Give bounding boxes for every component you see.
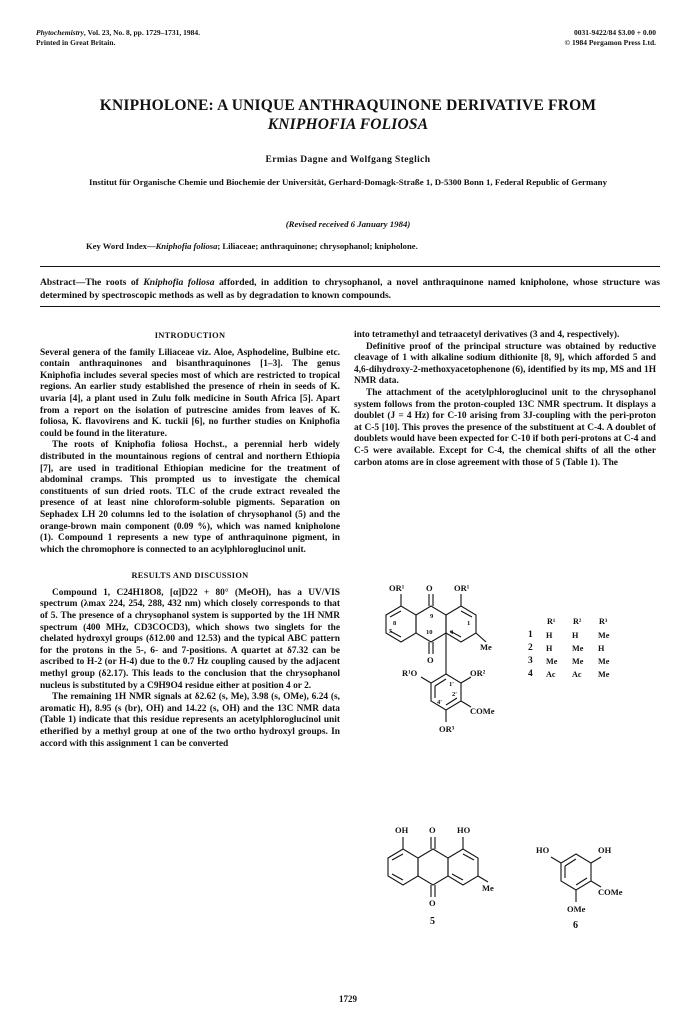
results-heading: RESULTS AND DISCUSSION (131, 571, 249, 581)
label-5-o-bottom: O (429, 898, 436, 908)
label-4prime: 4′ (437, 699, 443, 706)
table-cell: Ac (572, 669, 582, 679)
keywords-rest: ; Liliaceae; anthraquinone; chrysophanol; knipholone. (217, 241, 418, 251)
label-come: COMe (470, 706, 495, 716)
right-column (354, 330, 656, 469)
intro-paragraph-2: The roots of Kniphofia foliosa Hochst., a perennial herb widely distributed in the mountainous regions of central and northern Ethiopia [7], are used in traditional Ethiopian medicine for the treatment of abdominal cramps. This prompted us to investigate the chemical constituents of sun dried roots. TLC of the crude extract revealed the presence of at least nine chloroform-soluble pigments. Separation on Sephadex LH 20 columns led to the isolation of chrysophanol (5) and the orange-brown main component (0.09 %), which was named knipholone (1). Compound 1 represents a new type of anthraquinone pigment, in which the chromophore is connected to an acylphloroglucinol unit. (40, 440, 340, 555)
affiliation: Institut für Organische Chemie und Biochemie der Universität, Gerhard-Domagk-Straße 1, D-5300 Bonn 1, Federal Republic of Germany (89, 177, 607, 187)
label-8: 8 (393, 620, 397, 627)
ring-5b (418, 849, 448, 885)
table-cell: Me (572, 643, 584, 653)
label-r1o: R¹O (402, 668, 418, 678)
table-cell: Me (598, 630, 610, 640)
table-row (528, 642, 624, 655)
rule-bottom (40, 306, 660, 307)
bond-5-me (478, 876, 488, 882)
keywords-species: Kniphofia foliosa (155, 241, 218, 251)
results-paragraph-2: The remaining 1H NMR signals at δ2.62 (s, Me), 3.98 (s, OMe), 6.24 (s, aromatic H), 8.95 (s (br), OH) and 14.22 (s, OH) and the 13C NMR data (Table 1) indicate that this residue represents an acetylphloroglucinol unit etherified by a methyl group at one of the two ortho hydroxyl groups. In accord with this assignment 1 can be converted (40, 692, 340, 749)
journal-name: Phytochemistry (36, 28, 84, 37)
label-1prime: 1′ (449, 681, 455, 688)
table-cell: Me (598, 669, 610, 679)
label-9: 9 (430, 613, 434, 620)
table-cell: H (546, 643, 553, 653)
header-r1: R¹ (547, 616, 556, 626)
bond-r1o (421, 677, 431, 683)
label-o-bottom: O (427, 655, 434, 665)
journal-citation: , Vol. 23, No. 8, pp. 1729–1731, 1984. (83, 28, 200, 37)
header-r3: R³ (599, 616, 608, 626)
table-row (528, 629, 624, 642)
abstract-text-a: —The roots of (75, 277, 144, 288)
right-paragraph-1: into tetramethyl and tetraacetyl derivatives (3 and 4, respectively). (354, 330, 620, 340)
abstract-text-b: afforded, in addition to chrysophanol, a novel anthraquinone named knipholone, whose structure was determined by spectroscopic methods as well as by degradation to known compounds. (40, 277, 660, 301)
publisher-header (565, 28, 657, 48)
printed-in: Printed in Great Britain. (36, 38, 116, 47)
keywords-label: Key Word Index (86, 241, 147, 251)
compound-number: 1 (528, 630, 533, 640)
article-title (40, 96, 656, 134)
label-6-come: COMe (598, 887, 623, 897)
abstract-label: Abstract (40, 277, 76, 288)
intro-paragraph-1: Several genera of the family Liliaceae viz. Aloe, Asphodeline, Bulbine etc. contain anthraquinones and bisanthraquinones [1–3]. The genus Kniphofia includes several species most of which are restricted to tropical regions. An earlier study established the presence of rhein in seeds of K. uvaria [4], a plant used in Zulu folk medicine in South Africa [5]. Apart from a report on the isolation of putrescine amides from leaves of K. foliosa, K. flavovirens and K. tuckii [6], no further studies on Kniphofia could be found in the literature. (40, 347, 340, 439)
label-5-me: Me (482, 883, 494, 893)
label-or1-right: OR¹ (454, 583, 470, 593)
label-6-ho: HO (536, 845, 550, 855)
issn-code: 0031-9422/84 $3.00 + 0.00 (574, 28, 656, 37)
label-6-oh: OH (598, 845, 612, 855)
right-paragraph-2: Definitive proof of the principal structure was obtained by reductive cleavage of 1 with alkaline sodium dithionite [8, 9], which afforded 5 and 4,6-dihydroxy-2-methoxyacetophenone (6), identified by its mp, MS and 1H NMR data. (354, 341, 656, 387)
label-4: 4 (450, 629, 454, 636)
left-column (40, 330, 340, 750)
page-number: 1729 (339, 994, 357, 1004)
keywords: Key Word Index—Kniphofia foliosa; Liliaceae; anthraquinone; chrysophanol; knipholone. (86, 241, 418, 251)
label-or1-left: OR¹ (389, 583, 405, 593)
table-cell: Me (598, 656, 610, 666)
label-5: 5 (389, 628, 393, 635)
table-cell: H (572, 630, 579, 640)
label-5-ho: HO (457, 825, 471, 835)
rule-top (40, 266, 660, 267)
compound-number: 4 (528, 669, 533, 679)
title-line-1: KNIPHOLONE: A UNIQUE ANTHRAQUINONE DERIVATIVE FROM (99, 97, 597, 114)
introduction-heading: INTRODUCTION (154, 331, 226, 340)
substituent-table (528, 613, 624, 681)
bond-6-ho (551, 857, 561, 863)
table-cell: Ac (546, 669, 556, 679)
compound-number: 2 (528, 643, 533, 653)
table-row (528, 655, 624, 668)
table-cell: H (598, 643, 605, 653)
copyright: © 1984 Pergamon Press Ltd. (564, 38, 656, 47)
structure-6 (536, 826, 656, 935)
table-cell: Me (572, 656, 584, 666)
revised-date: (Revised received 6 January 1984) (285, 219, 411, 229)
title-line-2: KNIPHOFIA FOLIOSA (267, 116, 429, 133)
label-1: 1 (467, 620, 471, 627)
label-o-top: O (426, 583, 433, 593)
table-cell: H (546, 630, 553, 640)
label-5-o: O (429, 825, 436, 835)
substituent-table-header (528, 613, 624, 629)
label-6-ome: OMe (567, 904, 586, 914)
header-r2: R² (573, 616, 582, 626)
bond-6-oh (591, 857, 601, 863)
table-cell: Me (546, 656, 558, 666)
compound-number: 3 (528, 656, 533, 666)
label-5-oh: OH (395, 825, 409, 835)
table-row (528, 668, 624, 681)
right-paragraph-3: The attachment of the acetylphloroglucinol unit to the chrysophanol system follows from the proton-coupled 13C NMR spectrum. It displays a doublet (J = 4 Hz) for C-10 arising from 3J-coupling with the peri-proton at C-5 [10]. This proves the presence of the substituent at C-4. A doublet of doublets would have been expected for C-10 if both peri-protons at C-4 and C-5 were available. Except for C-4, the chemical shifts of all the other carbon atoms are in close agreement with those of 5 (Table 1). The (354, 387, 656, 468)
abstract (40, 277, 660, 302)
results-paragraph-1: Compound 1, C24H18O8, [α]D22 + 80° (MeOH), has a UV/VIS spectrum (λmax 224, 254, 288, 432 nm) which closely corresponds to that of 5. The presence of a chrysophanol system is supported by the 1H NMR spectrum (400 MHz, CD3COCD3), which shows two singlets for the chelated hydroxyl groups (δ12.00 and 12.53) and the typical ABC pattern for the protons in the 5-, 6- and 7-positions. A quartet at δ7.32 can be ascribed to H-2 (or H-4) due to the 0.7 Hz coupling caused by the adjacent methyl group (δ2.17). This leads to the conclusion that the chrysophanol nucleus is substituted by a C9H9O4 residue either at position 4 or 2. (40, 587, 340, 691)
ring-b (416, 606, 446, 642)
authors: Ermias Dagne and Wolfgang Steglich (265, 155, 431, 165)
bond-me (476, 633, 486, 642)
label-10: 10 (426, 629, 433, 636)
label-or3: OR³ (439, 724, 455, 734)
label-2prime: 2′ (452, 691, 458, 698)
compound-label-6: 6 (573, 920, 578, 930)
structure-5 (378, 820, 528, 935)
compound-label-5: 5 (430, 916, 435, 927)
structure-1-4 (366, 582, 516, 787)
label-or2: OR² (470, 668, 486, 678)
label-me: Me (480, 642, 492, 652)
abstract-species: Kniphofia foliosa (143, 277, 215, 288)
journal-header (36, 28, 200, 48)
